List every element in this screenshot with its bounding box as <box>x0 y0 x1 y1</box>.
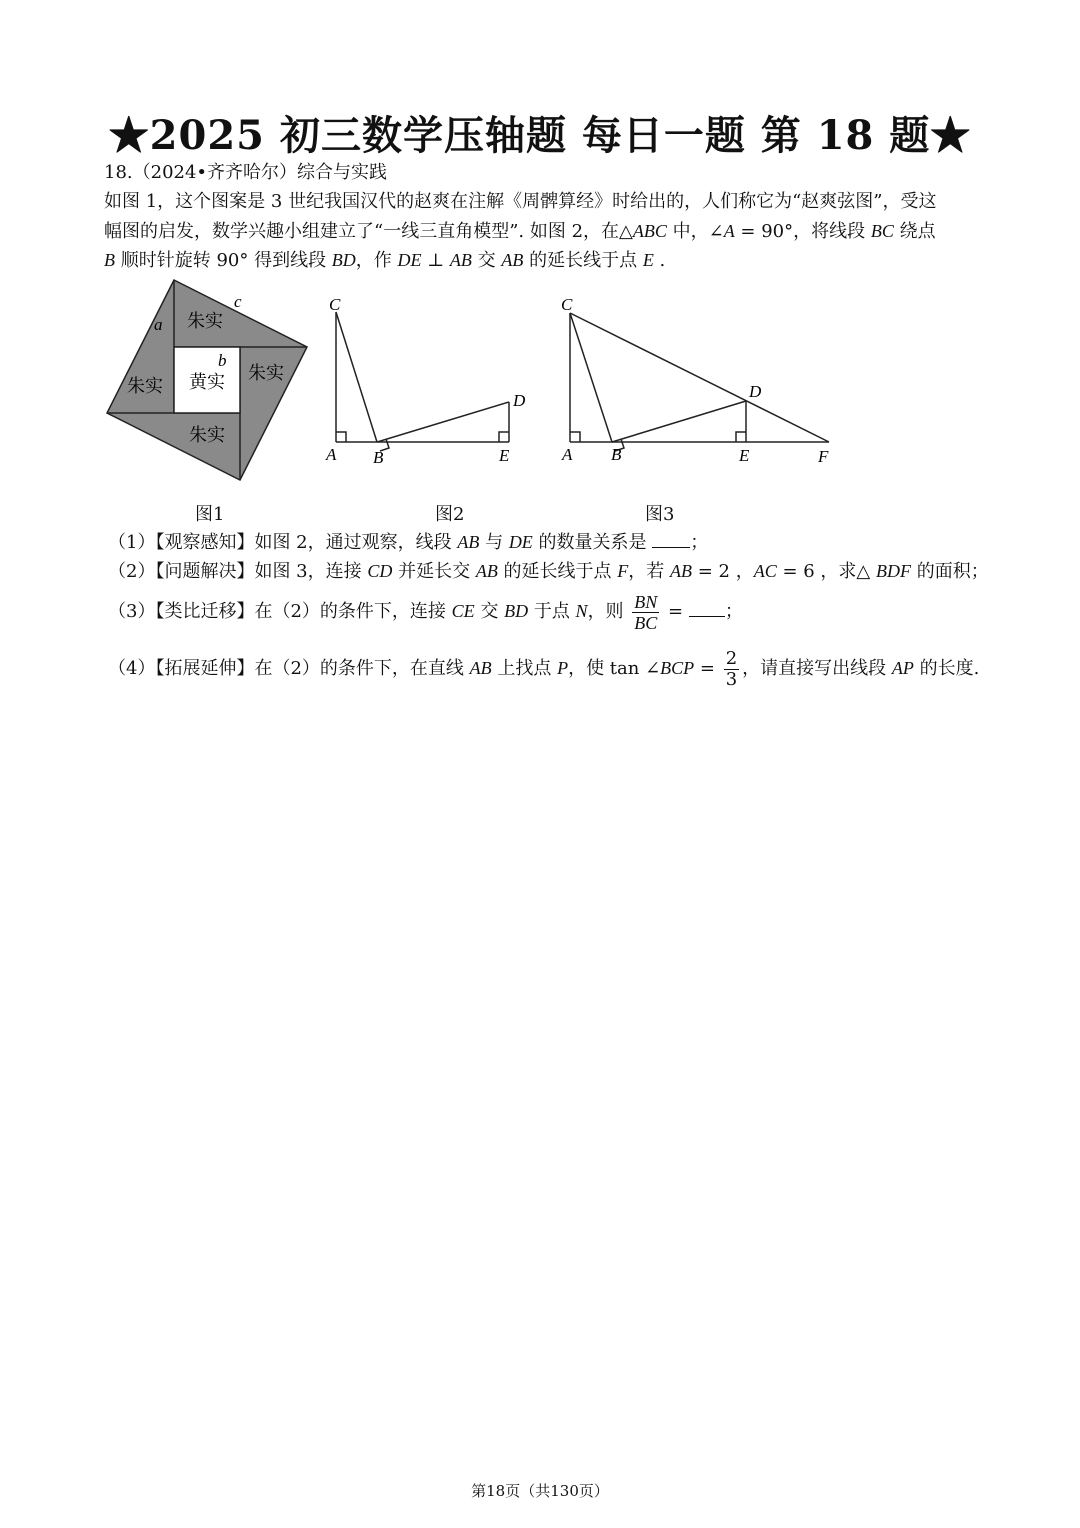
outer-label-left: 朱实 <box>127 376 163 397</box>
math-var: CE <box>451 601 475 621</box>
numerator: 2 <box>725 647 738 669</box>
text: ，则 <box>587 601 630 622</box>
text: = <box>694 658 721 679</box>
text: . <box>653 250 666 271</box>
right-angle-a <box>336 432 346 442</box>
outer-label-bottom: 朱实 <box>189 425 225 446</box>
label-c: C <box>329 295 341 314</box>
text: 并延长交 <box>392 561 476 582</box>
text: ； <box>690 532 709 553</box>
intro-line-1: 如图 1，这个图案是 3 世纪我国汉代的赵爽在注解《周髀算经》时给出的，人们称它为“赵爽弦图”，受这 <box>104 191 937 212</box>
text: 与 <box>479 532 509 553</box>
text: = <box>662 601 689 622</box>
text: 幅图的启发，数学兴趣小组建立了“一线三直角模型”. 如图 2，在△ <box>104 221 633 242</box>
label-b: B <box>611 445 622 464</box>
text: ，作 <box>355 250 398 271</box>
label-d: D <box>749 382 762 401</box>
outer-label-right: 朱实 <box>248 363 284 384</box>
line-bc <box>336 312 377 442</box>
text: 的长度. <box>913 658 980 679</box>
math-var: N <box>575 601 588 621</box>
text: ，使 tan ∠ <box>568 658 661 679</box>
label-c: C <box>561 295 573 314</box>
text: （2）【问题解决】如图 3，连接 <box>108 561 368 582</box>
math-var: BC <box>870 221 894 241</box>
fraction-bn-over-bc <box>632 592 659 633</box>
math-var: E <box>642 250 654 270</box>
math-var: AB <box>457 532 480 552</box>
math-var: AP <box>891 658 914 678</box>
denominator: 3 <box>725 668 738 690</box>
text: 顺时针旋转 90° 得到线段 <box>115 250 332 271</box>
text: ； <box>724 601 743 622</box>
right-angle-e <box>499 432 509 442</box>
label-b: B <box>373 448 384 467</box>
text: 上找点 <box>491 658 558 679</box>
figure-2-one-line-three-right-angles <box>336 312 509 451</box>
line-bd <box>377 402 509 442</box>
page-footer: 第18页（共130页） <box>471 1482 609 1500</box>
question-4 <box>108 646 979 691</box>
text: ，请直接写出线段 <box>742 658 892 679</box>
math-var: AC <box>753 561 777 581</box>
text: 的面积； <box>911 561 989 582</box>
text: （1）【观察感知】如图 2，通过观察，线段 <box>108 532 458 553</box>
math-var: BDF <box>876 561 911 581</box>
numerator: BN <box>634 591 658 612</box>
label-e: E <box>499 446 510 465</box>
figure-2-labels <box>325 295 526 467</box>
side-b-label: b <box>218 351 227 370</box>
label-e: E <box>739 446 750 465</box>
answer-blank <box>652 531 690 548</box>
math-var: ABC <box>632 221 667 241</box>
math-var: F <box>617 561 629 581</box>
side-c-label: c <box>234 292 242 311</box>
figure-3-labels <box>561 295 829 466</box>
label-f: F <box>818 447 829 466</box>
text: 绕点 <box>893 221 936 242</box>
math-var: AB <box>475 561 498 581</box>
figure-3-caption: 图3 <box>645 504 675 525</box>
line-bc <box>570 313 612 442</box>
math-var: DE <box>397 250 422 270</box>
label-a: A <box>562 445 573 464</box>
figures <box>0 0 1080 520</box>
line-bd <box>612 401 746 442</box>
text: = 2 ， <box>692 561 754 582</box>
text: 交 <box>474 601 505 622</box>
figure-3-extended-diagram <box>570 313 829 451</box>
page-title: ★2025 初三数学压轴题 每日一题 第 18 题★ <box>108 112 972 159</box>
math-var: AB <box>469 658 492 678</box>
text: 的延长线于点 <box>523 250 643 271</box>
math-var: BD <box>331 250 356 270</box>
question-1 <box>108 531 708 554</box>
line-cf <box>570 313 829 442</box>
math-var: BD <box>504 601 529 621</box>
text: = 6 ，求△ <box>776 561 876 582</box>
right-angle-e <box>736 432 746 442</box>
label-a: A <box>326 445 337 464</box>
text: 交 <box>471 250 502 271</box>
question-3 <box>108 590 743 633</box>
text: = 90°，将线段 <box>734 221 871 242</box>
text: 于点 <box>528 601 576 622</box>
fraction-two-thirds <box>724 649 739 690</box>
label-d: D <box>513 391 526 410</box>
figure-1-zhao-shuang-diagram <box>107 280 307 480</box>
side-a-label: a <box>154 315 163 334</box>
text: ⊥ <box>421 250 450 271</box>
math-var: AB <box>501 250 524 270</box>
inner-label: 黄实 <box>189 372 225 393</box>
math-var: BCP <box>660 658 695 678</box>
text: （3）【类比迁移】在（2）的条件下，连接 <box>108 601 452 622</box>
problem-header: 18.（2024•齐齐哈尔）综合与实践 <box>104 162 388 183</box>
text: 的延长线于点 <box>497 561 618 582</box>
text: 中，∠ <box>666 221 724 242</box>
figure-2-caption: 图2 <box>435 504 465 525</box>
question-2 <box>108 560 989 583</box>
text: ，若 <box>628 561 671 582</box>
math-var: A <box>723 221 735 241</box>
math-var: B <box>104 250 115 270</box>
denominator: BC <box>634 612 658 633</box>
figure-1-caption: 图1 <box>195 504 225 525</box>
text: 的数量关系是 <box>532 532 653 553</box>
math-var: CD <box>367 561 393 581</box>
right-angle-a <box>570 432 580 442</box>
math-var: P <box>557 658 569 678</box>
text: （4）【拓展延伸】在（2）的条件下，在直线 <box>108 658 470 679</box>
answer-blank <box>689 600 725 617</box>
outer-label-top: 朱实 <box>187 311 223 332</box>
math-var: AB <box>670 561 693 581</box>
math-var: DE <box>508 532 533 552</box>
math-var: AB <box>449 250 472 270</box>
